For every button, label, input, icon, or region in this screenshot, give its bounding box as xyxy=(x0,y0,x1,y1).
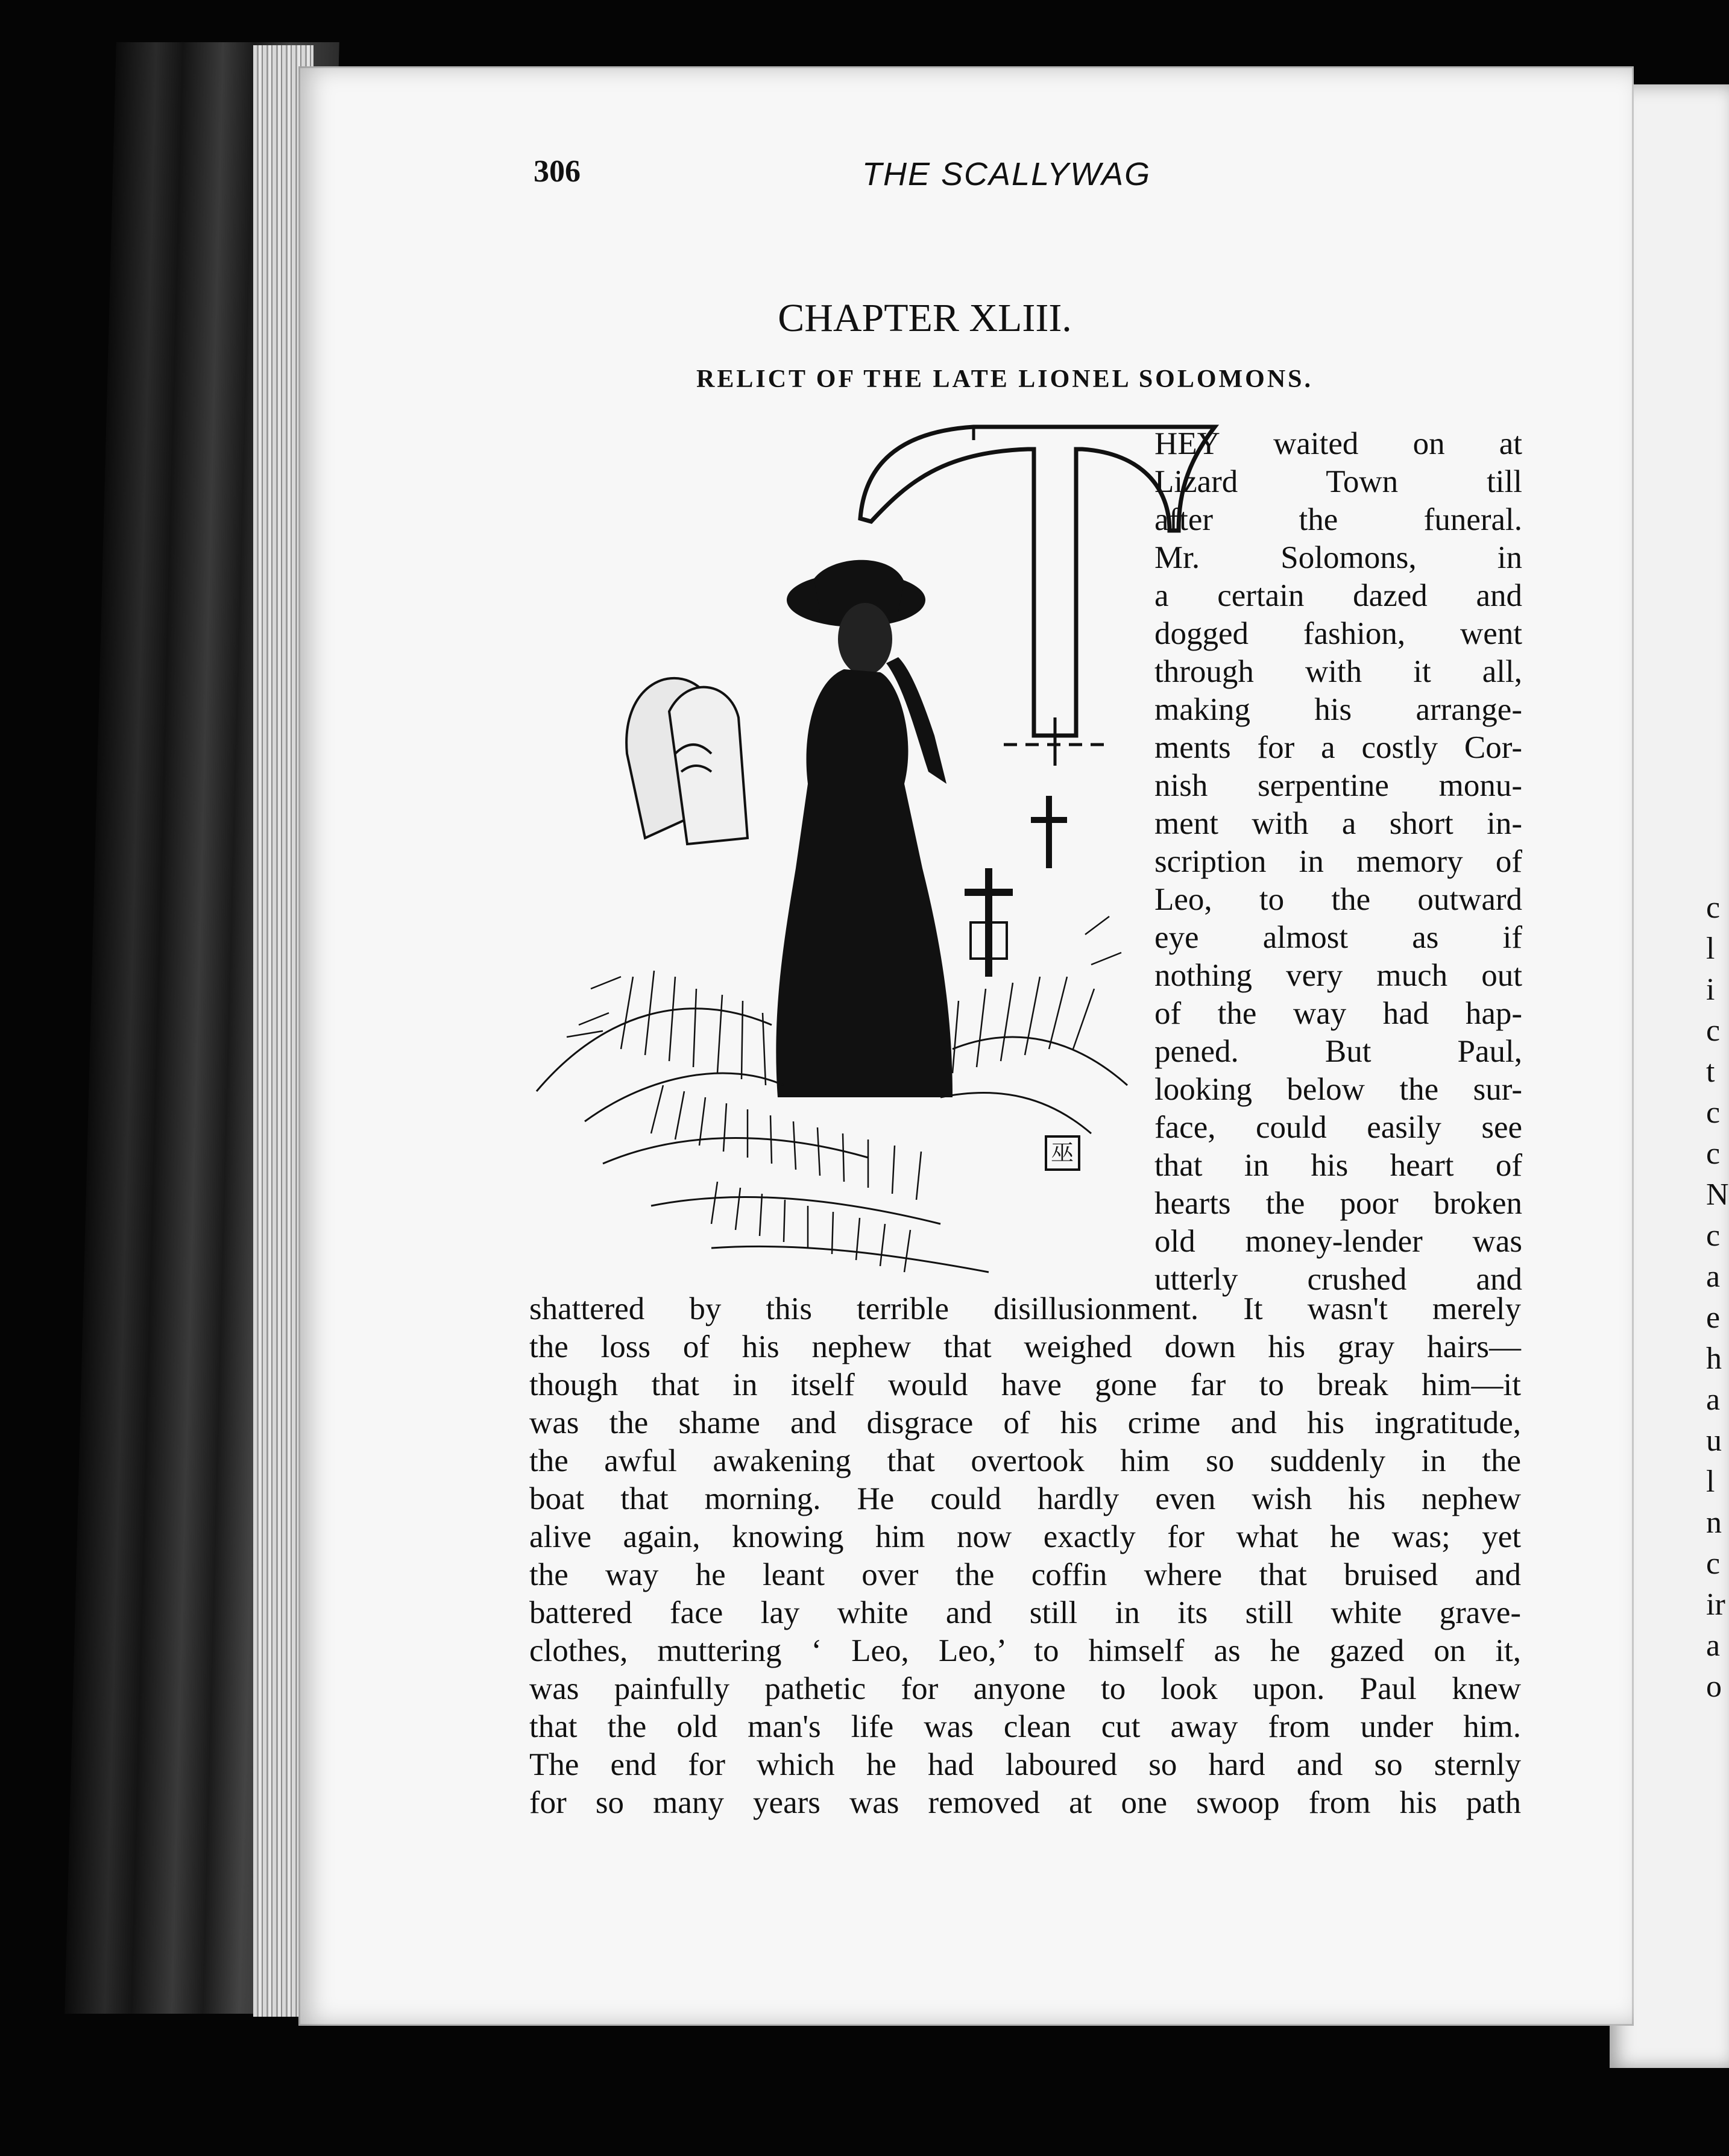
body-line: dogged fashion, went xyxy=(1154,616,1522,651)
facing-page-fragment: c xyxy=(1706,1546,1721,1581)
body-line: of the way had hap- xyxy=(1154,996,1522,1031)
body-line: that in his heart of xyxy=(1154,1148,1522,1183)
facing-page-fragment: c xyxy=(1706,1136,1721,1171)
body-line: pened. But Paul, xyxy=(1154,1034,1522,1069)
body-line: a certain dazed and xyxy=(1154,578,1522,613)
body-line: the awful awakening that overtook him so suddenly in the xyxy=(529,1443,1521,1478)
body-line: the loss of his nephew that weighed down his gray hairs— xyxy=(529,1329,1521,1364)
body-line: nish serpentine monu- xyxy=(1154,768,1522,803)
facing-page-fragment: l xyxy=(1706,931,1715,966)
page-number: 306 xyxy=(534,154,581,189)
facing-page-fragment: e xyxy=(1706,1300,1721,1335)
body-line: Mr. Solomons, in xyxy=(1154,540,1522,575)
body-line: Leo, to the outward xyxy=(1154,882,1522,917)
mourner-illustration xyxy=(531,555,1145,1284)
facing-page-fragment: ir xyxy=(1706,1587,1725,1622)
facing-page-fragment: o xyxy=(1706,1669,1722,1704)
body-line: nothing very much out xyxy=(1154,958,1522,993)
illustrator-monogram: 巫 xyxy=(1050,1139,1074,1166)
facing-page-fragment: i xyxy=(1706,972,1715,1007)
body-line: face, could easily see xyxy=(1154,1110,1522,1145)
body-line: alive again, knowing him now exactly for what he was; yet xyxy=(529,1519,1521,1554)
body-line: was the shame and disgrace of his crime and his ingratitude, xyxy=(529,1405,1521,1440)
body-line: eye almost as if xyxy=(1154,920,1522,955)
body-line: looking below the sur- xyxy=(1154,1072,1522,1107)
body-line: the way he leant over the coffin where that bruised and xyxy=(529,1557,1521,1592)
body-line: hearts the poor broken xyxy=(1154,1186,1522,1221)
body-line: ment with a short in- xyxy=(1154,806,1522,841)
body-line: boat that morning. He could hardly even wish his nephew xyxy=(529,1481,1521,1516)
facing-page-fragment: a xyxy=(1706,1628,1721,1663)
body-line: making his arrange- xyxy=(1154,692,1522,727)
facing-page-fragment: h xyxy=(1706,1341,1722,1376)
body-line: clothes, muttering ‘ Leo, Leo,’ to himself as he gazed on it, xyxy=(529,1633,1521,1668)
body-line: scription in memory of xyxy=(1154,844,1522,879)
body-line: ments for a costly Cor- xyxy=(1154,730,1522,765)
body-line: utterly crushed and xyxy=(1154,1262,1522,1297)
facing-page-fragment: n xyxy=(1706,1505,1722,1540)
running-title: THE SCALLYWAG xyxy=(862,156,1151,192)
body-line: shattered by this terrible disillusionment. It wasn't merely xyxy=(529,1291,1521,1326)
facing-page-fragment: c xyxy=(1706,1013,1721,1048)
body-line: after the funeral. xyxy=(1154,502,1522,537)
chapter-subtitle: RELICT OF THE LATE LIONEL SOLOMONS. xyxy=(696,365,1314,393)
body-line: battered face lay white and still in its still white grave- xyxy=(529,1595,1521,1630)
facing-page-fragment: a xyxy=(1706,1382,1721,1417)
body-line: HEY waited on at xyxy=(1154,426,1522,461)
body-line: that the old man's life was clean cut away from under him. xyxy=(529,1709,1521,1744)
facing-page-fragment: u xyxy=(1706,1423,1722,1458)
facing-page-fragment: c xyxy=(1706,1218,1721,1253)
body-line: old money-lender was xyxy=(1154,1224,1522,1259)
facing-page-fragment: N xyxy=(1706,1177,1729,1212)
facing-page-fragment: t xyxy=(1706,1054,1715,1089)
body-line: though that in itself would have gone far to break him—it xyxy=(529,1367,1521,1402)
facing-page-fragment: l xyxy=(1706,1464,1715,1499)
facing-page-fragment: c xyxy=(1706,890,1721,925)
body-line: for so many years was removed at one swoop from his path xyxy=(529,1785,1521,1820)
body-line: Lizard Town till xyxy=(1154,464,1522,499)
facing-page-fragment: c xyxy=(1706,1095,1721,1130)
body-line: through with it all, xyxy=(1154,654,1522,689)
body-line: was painfully pathetic for anyone to look upon. Paul knew xyxy=(529,1671,1521,1706)
facing-page-fragment: a xyxy=(1706,1259,1721,1294)
chapter-title: CHAPTER XLIII. xyxy=(778,296,1072,340)
body-line: The end for which he had laboured so hard and so sternly xyxy=(529,1747,1521,1782)
